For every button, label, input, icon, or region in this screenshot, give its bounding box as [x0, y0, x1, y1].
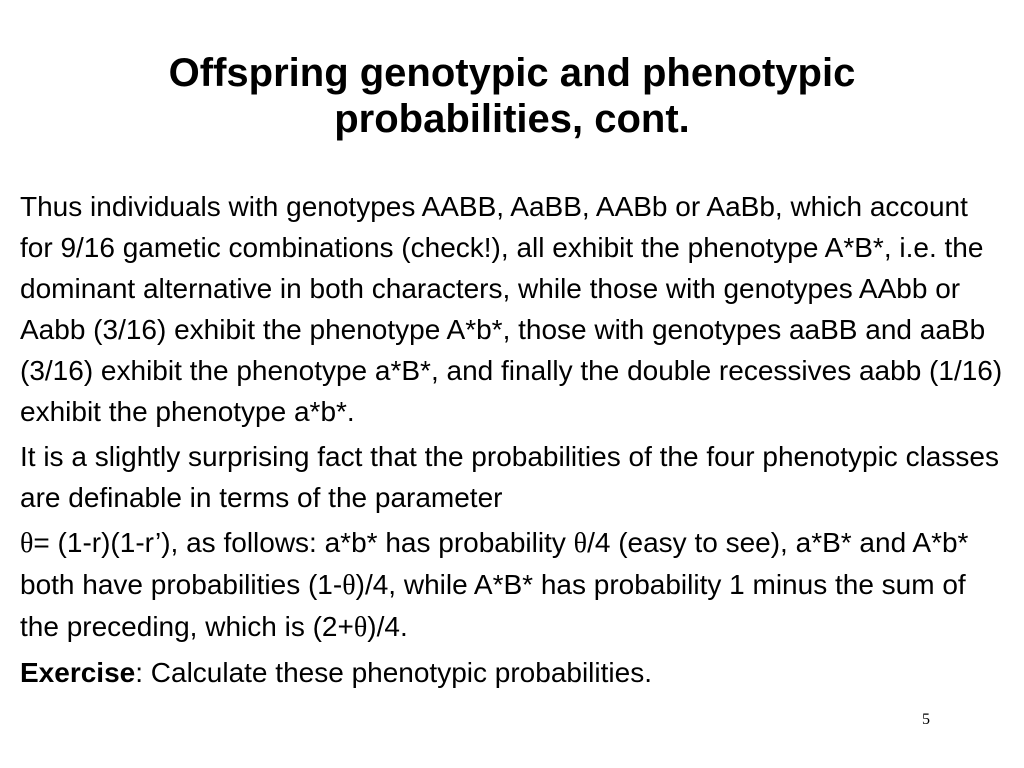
theta-symbol: θ — [353, 612, 368, 643]
paragraph-probabilities — [20, 522, 1005, 648]
page-number: 5 — [922, 711, 930, 728]
slide-title — [60, 50, 964, 142]
theta-symbol: θ — [20, 528, 34, 559]
theta-symbol: θ — [573, 528, 588, 559]
slide-body — [20, 186, 1005, 693]
paragraph-genotypes: Thus individuals with genotypes AABB, AaBB, AABb or AaBb, which account for 9/16 gametic combinations (check!), all exhibit the phenotype A*B*, i.e. the dominant alternative in both characters, while those with genotypes AAbb or Aabb (3/16) exhibit the phenotype A*b*, those with genotypes aaBB and aaBb (3/16) exhibit the phenotype a*B*, and finally the double recessives aabb (1/16) exhibit the phenotype a*b*. — [20, 191, 1003, 427]
probabilities-text-1: = (1-r)(1-r’), as follows: a*b* has probability — [33, 527, 574, 558]
probabilities-text-4: )/4. — [367, 611, 408, 642]
theta-symbol: θ — [342, 570, 356, 601]
probabilities-text-2: /4 (easy to see), a*B* and A*b* both have probabilities (1- — [20, 527, 969, 600]
exercise-label: Exercise — [20, 657, 136, 688]
title-line-1: Offspring genotypic and phenotypic — [168, 51, 856, 95]
exercise-line — [20, 652, 1005, 693]
exercise-text: : Calculate these phenotypic probabilities. — [135, 657, 652, 688]
title-line-2: probabilities, cont. — [334, 97, 690, 141]
paragraph-parameter-intro: It is a slightly surprising fact that the probabilities of the four phenotypic classes are definable in terms of the parameter — [20, 441, 999, 513]
probabilities-text-3: )/4, while A*B* has probability 1 minus the sum of the preceding, which is (2+ — [20, 569, 966, 642]
